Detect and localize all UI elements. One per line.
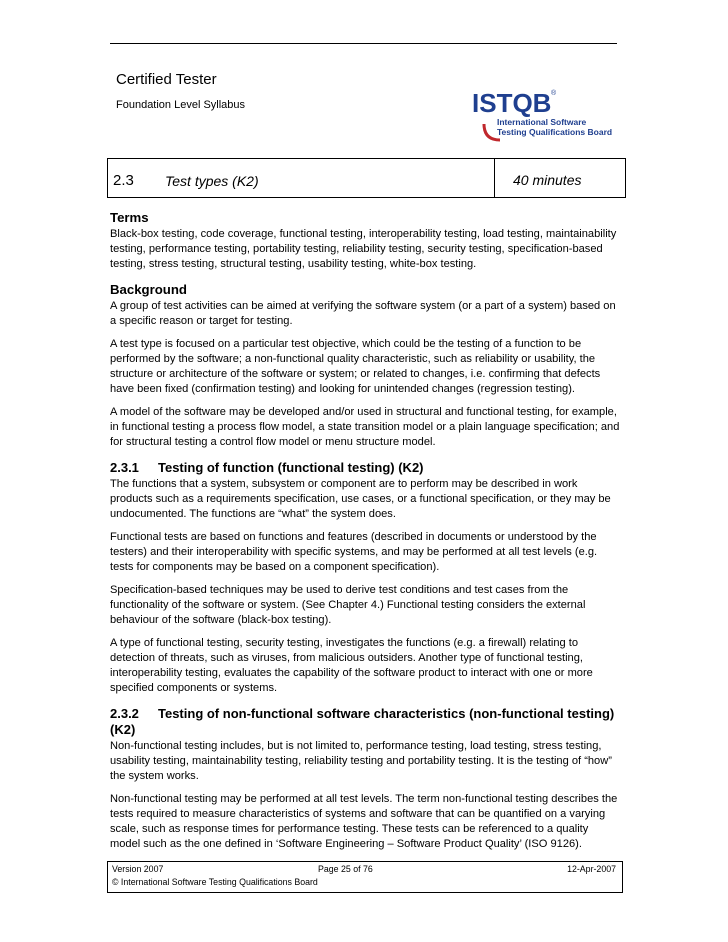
subsection-number: 2.3.2 — [110, 706, 139, 721]
subsection-231-paragraph: Specification-based techniques may be used to derive test conditions and test cases from the functionality of the software or system. (See Chapter 4.) Functional testing considers the external behaviour of the software (black-box testing). — [110, 584, 586, 626]
subsection-232-paragraph: Non-functional testing includes, but is not limited to, performance testing, load testing, stress testing, usability testing, maintainability testing, reliability testing and portability testing. It is the testing of “how” the system works. — [110, 740, 612, 782]
terms-heading: Terms — [110, 210, 149, 225]
logo-registered-mark: ® — [551, 90, 557, 97]
subsection-231-paragraph: A type of functional testing, security testing, investigates the functions (e.g. a firewall) relating to detection of threats, such as viruses, from malicious outsiders. Another type of functional testing, interoperability testing, evaluates the capability of the software product to interact with one or more specified components or systems. — [110, 637, 593, 694]
background-paragraph: A test type is focused on a particular test objective, which could be the testing of a function to be performed by the software; a non-functional quality characteristic, such as reliability or usability, the structure or architecture of the software or system; or related to changes, i.e. confirming that defects have been fixed (confirmation testing) and looking for unintended changes (regression testing). — [110, 338, 601, 395]
subsection-number: 2.3.1 — [110, 460, 139, 475]
logo-wordmark: ISTQB — [472, 88, 552, 118]
document-subtitle: Foundation Level Syllabus — [116, 99, 246, 111]
header-top-rule — [110, 43, 617, 44]
section-header-divider — [494, 159, 495, 197]
section-time: 40 minutes — [513, 172, 582, 188]
background-heading: Background — [110, 282, 187, 297]
subsection-title: Testing of function (functional testing) (K2) — [158, 460, 424, 475]
document-body — [110, 210, 620, 860]
subsection-231-paragraph: Functional tests are based on functions and features (described in documents or understood by the testers) and their interoperability with specific systems, and may be performed at all test levels (e.g. tests for components may be based on a component specification). — [110, 531, 598, 573]
section-header-box — [107, 158, 626, 198]
background-paragraph: A group of test activities can be aimed at verifying the software system (or a part of a system) based on a specific reason or target for testing. — [110, 300, 616, 327]
background-paragraph: A model of the software may be developed and/or used in structural and functional testing, for example, in functional testing a process flow model, a state transition model or a plain language specification; and for structural testing a control flow model or menu structure model. — [110, 406, 620, 448]
footer-date: 12-Apr-2007 — [567, 864, 616, 874]
footer-version: Version 2007 — [112, 864, 164, 874]
subsection-231-paragraph: The functions that a system, subsystem or component are to perform may be described in work products such as a requirements specification, use cases, or a functional specification, or they may be undocumented. The functions are “what” the system does. — [110, 478, 611, 520]
footer-copyright: © International Software Testing Qualifications Board — [112, 877, 318, 887]
istqb-logo — [470, 78, 620, 148]
document-title: Certified Tester — [116, 71, 217, 88]
footer-page-number: Page 25 of 76 — [318, 864, 373, 874]
section-number: 2.3 — [113, 172, 134, 189]
page-footer — [107, 861, 623, 893]
section-title: Test types (K2) — [165, 173, 259, 189]
logo-line-2: Testing Qualifications Board — [497, 127, 613, 137]
terms-text: Black-box testing, code coverage, functional testing, interoperability testing, load testing, maintainability testing, performance testing, portability testing, reliability testing, security testing, specification-based testing, stress testing, structural testing, usability testing, white-box testing. — [110, 228, 617, 270]
logo-line-1: International Software — [497, 117, 587, 127]
subsection-232-heading — [110, 706, 620, 738]
subsection-title: Testing of non-functional software characteristics (non-functional testing) (K2) — [110, 706, 615, 737]
subsection-231-heading — [110, 460, 620, 476]
subsection-232-paragraph: Non-functional testing may be performed at all test levels. The term non-functional testing describes the tests required to measure characteristics of systems and software that can be quantified on a varying scale, such as response times for performance testing. These tests can be referenced to a quality model such as the one defined in ‘Software Engineering – Software Product Quality’ (ISO 9126). — [110, 793, 618, 850]
